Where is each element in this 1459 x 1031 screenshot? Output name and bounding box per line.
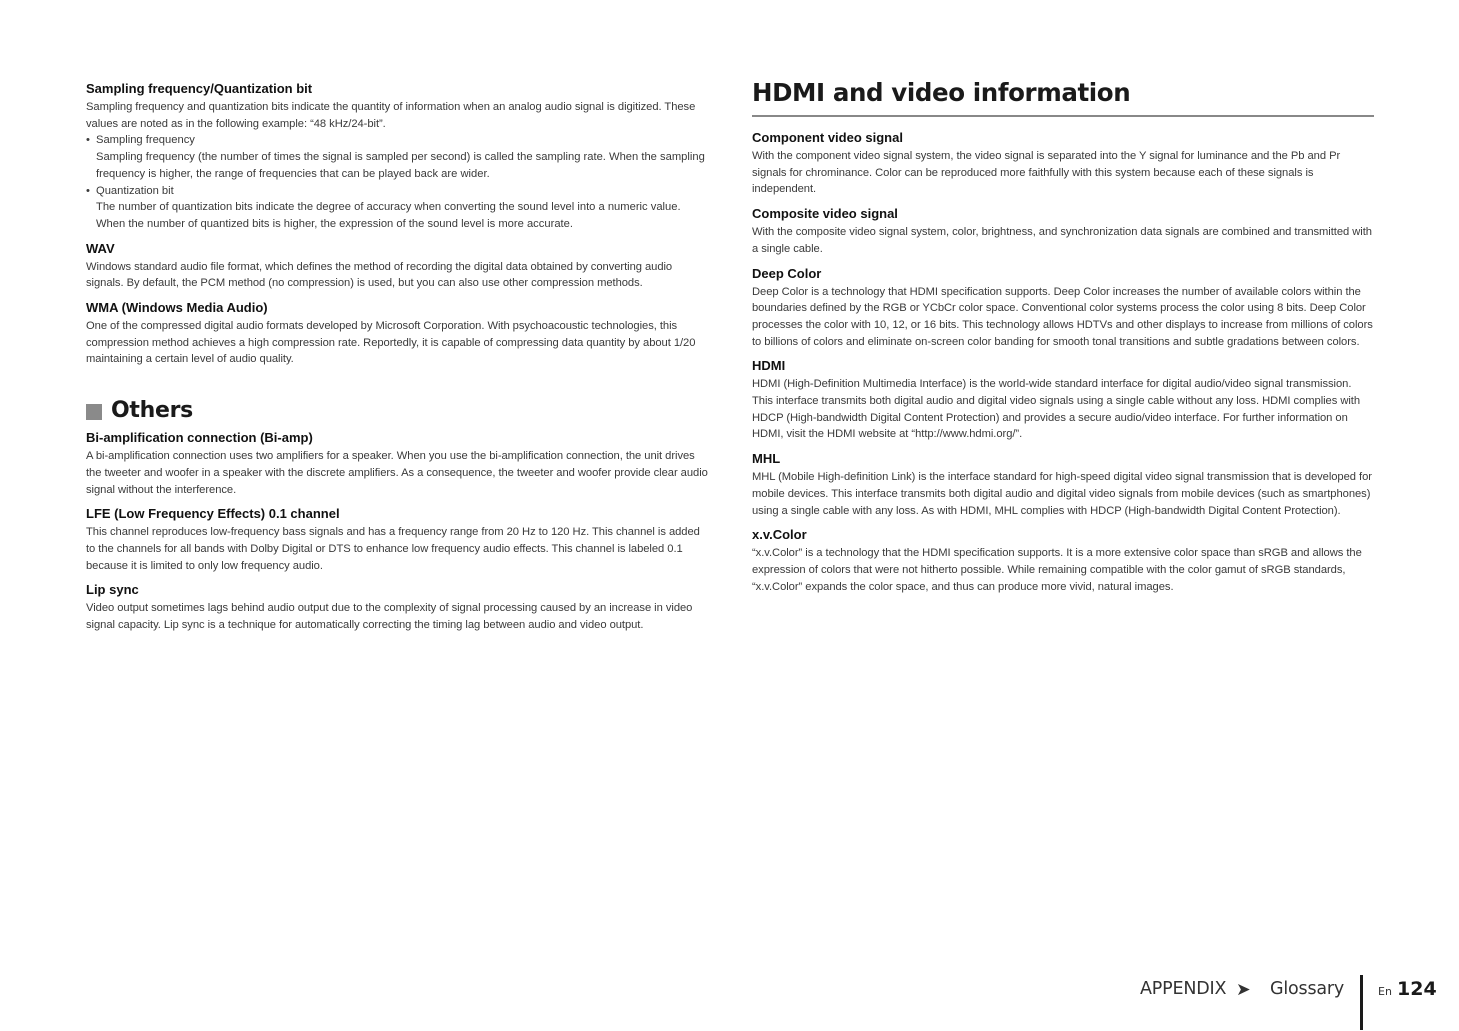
term-title: Sampling frequency/Quantization bit — [86, 81, 313, 96]
bullet-label: Quantization bit — [96, 184, 174, 197]
breadcrumb-glossary-link[interactable]: Glossary — [1270, 979, 1345, 999]
right-column — [752, 78, 1374, 602]
section-title: HDMI and video information — [752, 78, 1374, 117]
arrow-right-icon: ➤ — [1236, 980, 1251, 1000]
term-title: Lip sync — [86, 582, 139, 598]
term-description: Windows standard audio file format, which defines the method of recording the digital data obtained by converting audio signals. By default, the PCM method (no compression) is used, but you can also use other compression methods. — [86, 260, 673, 290]
term-title: WAV — [86, 240, 115, 256]
term-description: With the component video signal system, the video signal is separated into the Y signal for luminance and the Pb and Pr signals for chrominance. Color can be reproduced more faithfully with this system because each of these signals is independent. — [752, 150, 1341, 196]
list-item — [86, 132, 708, 182]
glossary-entry-hdmi — [752, 357, 1374, 443]
bullet-text: The number of quantization bits indicate the degree of accuracy when converting the sound level into a numeric value. When the number of quantized bits is higher, the expression of the sound level is more accurate. — [96, 201, 681, 230]
term-title: LFE (Low Frequency Effects) 0.1 channel — [86, 506, 340, 522]
page-number: 124 — [1397, 978, 1437, 1000]
term-description: A bi-amplification connection uses two amplifiers for a speaker. When you use the bi-amplification connection, the unit drives the tweeter and woofer in a speaker with the discrete amplifiers. As a consequence, the tweeter and woofer provide clear audio signal without the interference. — [86, 450, 708, 496]
glossary-entry-deepcolor — [752, 265, 1374, 351]
term-description: Deep Color is a technology that HDMI specification supports. Deep Color increases the number of available colors within the boundaries defined by the RGB or YCbCr color space. Conventional color systems process the color using 8 bits. Deep Color processes the color with 10, 12, or 16 bits. This technology allows HDTVs and other displays to increase from millions of colors to billions of colors and eliminate on-screen color banding for smooth tonal transitions and subtle gradations between colors. — [752, 285, 1373, 348]
term-description: HDMI (High-Definition Multimedia Interface) is the world-wide standard interface for digital audio/video signal transmission. This interface transmits both digital audio and digital video signals using a single cable without any loss. HDMI complies with HDCP (High-bandwidth Digital Content Protection) and provides a secure audio/video interface. For further information on HDMI, visit the HDMI website at “http://www.hdmi.org/”. — [752, 378, 1361, 441]
bullet-text: Sampling frequency (the number of times the signal is sampled per second) is called the sampling rate. When the sampling frequency is higher, the range of frequencies that can be played back are wider. — [96, 151, 705, 180]
left-column — [86, 80, 708, 641]
language-code: En — [1378, 985, 1392, 998]
glossary-entry-lipsync — [86, 581, 708, 633]
term-description: One of the compressed digital audio formats developed by Microsoft Corporation. With psychoacoustic technologies, this compression method achieves a high compression rate. Reportedly, it is capable of compressing data quantity by about 1/20 maintaining a certain level of audio quality. — [86, 320, 696, 366]
page-footer — [0, 975, 1459, 1031]
square-bullet-icon — [86, 404, 102, 420]
glossary-entry-component — [752, 129, 1374, 198]
term-title: WMA (Windows Media Audio) — [86, 300, 268, 316]
bullet-icon: • — [86, 134, 90, 147]
glossary-entry-wav — [86, 240, 708, 292]
glossary-entry-mhl — [752, 450, 1374, 519]
footer-divider — [1360, 975, 1363, 1030]
list-item — [86, 183, 708, 233]
term-description: Sampling frequency and quantization bits indicate the quantity of information when an analog audio signal is digitized. These values are noted as in the following example: “48 kHz/24-bit”. — [86, 101, 696, 130]
term-description: “x.v.Color” is a technology that the HDMI specification supports. It is a more extensive color space than sRGB and allows the expression of colors that were not hitherto possible. While remaining compatible with the color gamut of sRGB standards, “x.v.Color” expands the color space, and thus can produce more vivid, natural images. — [752, 547, 1362, 593]
term-title: Component video signal — [752, 130, 903, 145]
term-title: Bi-amplification connection (Bi-amp) — [86, 430, 313, 446]
glossary-entry-sampling — [86, 80, 708, 233]
glossary-entry-wma — [86, 299, 708, 368]
breadcrumb-appendix-link[interactable]: APPENDIX — [1140, 979, 1227, 999]
term-description: MHL (Mobile High-definition Link) is the interface standard for high-speed digital video signal transmission that is developed for mobile devices. This interface transmits both digital audio and digital video signals from mobile devices (such as smartphones) using a single cable with any loss. As with HDMI, MHL complies with HDCP (High-bandwidth Digital Content Protection). — [752, 471, 1372, 517]
term-title: x.v.Color — [752, 527, 807, 543]
term-title: HDMI — [752, 358, 786, 374]
bullet-icon: • — [86, 184, 90, 197]
glossary-entry-xvcolor — [752, 526, 1374, 595]
section-heading-others — [86, 398, 708, 423]
term-description: With the composite video signal system, color, brightness, and synchronization data signals are combined and transmitted with a single cable. — [752, 226, 1372, 255]
term-description: Video output sometimes lags behind audio output due to the complexity of signal processing caused by an increase in video signal capacity. Lip sync is a technique for automatically correcting the timing lag between audio and video output. — [86, 602, 693, 632]
term-description: This channel reproduces low-frequency bass signals and has a frequency range from 20 Hz to 120 Hz. This channel is added to the channels for all bands with Dolby Digital or DTS to enhance low frequency audio effects. This channel is labeled 0.1 because it is limited to only low frequency audio. — [86, 526, 700, 572]
glossary-entry-lfe — [86, 505, 708, 574]
bullet-label: Sampling frequency — [96, 134, 195, 147]
term-title: Deep Color — [752, 265, 822, 281]
section-title: Others — [111, 398, 193, 424]
bullet-list — [86, 132, 708, 232]
term-title: Composite video signal — [752, 206, 898, 222]
term-title: MHL — [752, 451, 781, 467]
glossary-entry-composite — [752, 205, 1374, 257]
glossary-entry-biamp — [86, 429, 708, 498]
